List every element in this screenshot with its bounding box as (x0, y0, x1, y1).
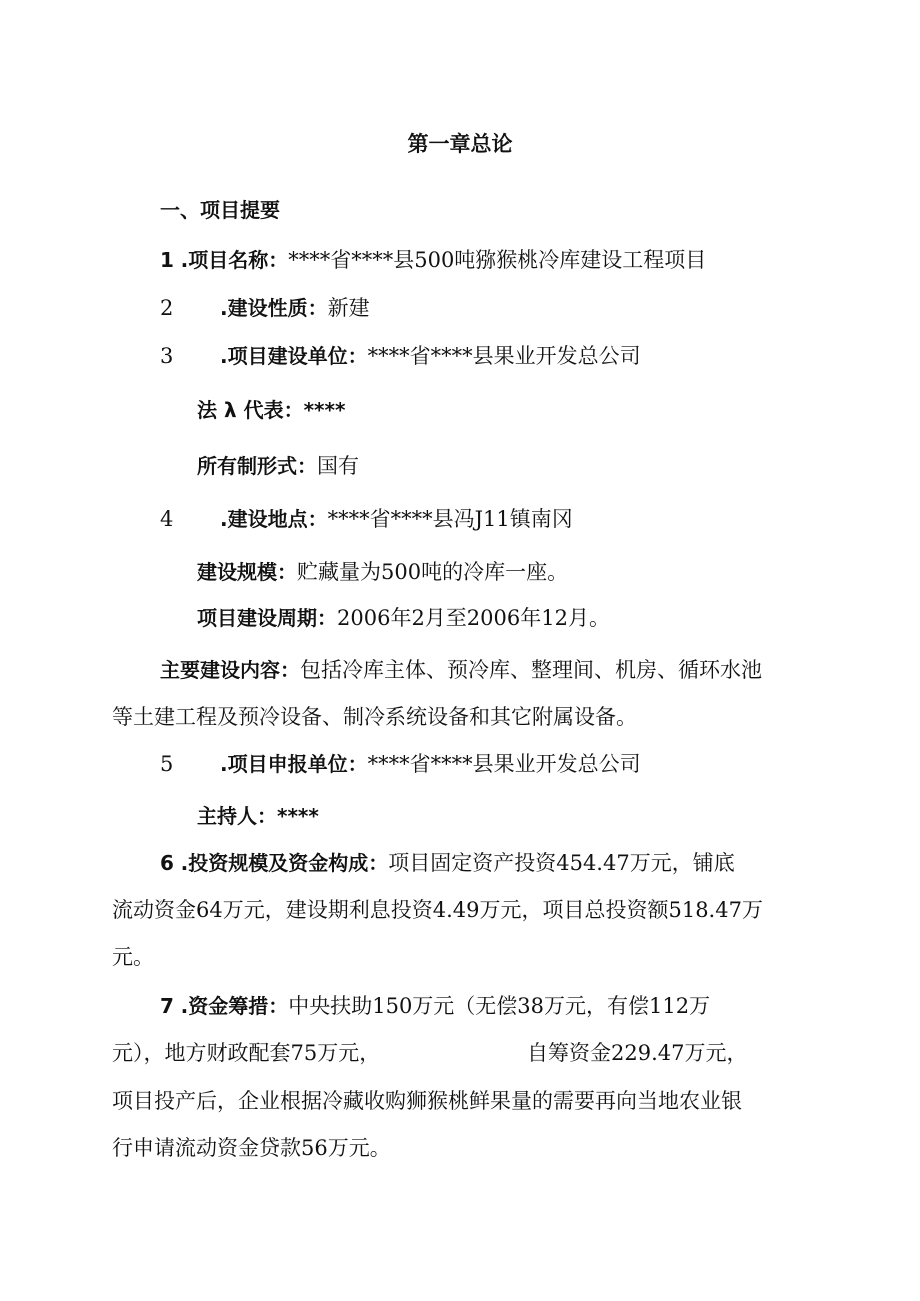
item5-value: ****省****县果业开发总公司 (367, 752, 641, 776)
item5-label: .项目申报单位： (220, 752, 368, 776)
item5-number: 5 (160, 752, 174, 776)
item2-number: 2 (160, 296, 174, 320)
item3-value: ****省****县果业开发总公司 (367, 344, 641, 368)
item6-line-1 (160, 849, 735, 877)
item7-number: 7 (160, 994, 174, 1018)
item7-line-2b: 自筹资金229.47万元， (527, 1041, 748, 1065)
scale-value: 贮藏量为500吨的冷库一座。 (297, 560, 569, 584)
content-label: 主要建设内容： (160, 658, 300, 682)
item6-line-2: 流动资金64万元，建设期利息投资4.49万元，项目总投资额518.47万 (112, 898, 763, 922)
host-label: 主持人： (197, 804, 277, 828)
legal-rep-value: **** (303, 398, 346, 422)
item2-value: 新建 (327, 296, 370, 320)
item7-value-1: 中央扶助150万元（无偿38万元，有偿112万 (288, 994, 711, 1018)
ownership-value: 国有 (317, 454, 359, 478)
item1-label: .项目名称： (180, 248, 289, 272)
legal-rep-line (197, 396, 345, 424)
legal-rep-label: 法 λ 代表： (197, 398, 304, 422)
ownership-label: 所有制形式： (197, 454, 317, 478)
item6-number: 6 (160, 851, 174, 875)
item7-line-2a: 元），地方财政配套75万元， (112, 1041, 381, 1065)
section-heading: 一、项目提要 (160, 198, 280, 222)
period-line (197, 604, 610, 632)
item3-line (220, 342, 641, 370)
ownership-line (197, 452, 359, 480)
item4-line (220, 505, 573, 533)
item6-line-3: 元。 (112, 945, 154, 969)
item2-line (220, 294, 370, 322)
item4-value: ****省****县冯J11镇南冈 (327, 507, 573, 531)
scale-line (197, 558, 568, 586)
chapter-title: 第一章总论 (407, 132, 513, 156)
item1-number: 1 (160, 248, 174, 272)
content-value-1: 包括冷库主体、预冷库、整理间、机房、循环水池 (300, 658, 762, 682)
item1-value: ****省****县500吨猕猴桃冷库建设工程项目 (288, 248, 707, 272)
item6-label: .投资规模及资金构成： (180, 851, 389, 875)
item7-line-3: 项目投产后，企业根据冷藏收购狮猴桃鲜果量的需要再向当地农业银 (112, 1089, 742, 1113)
item3-label: .项目建设单位： (220, 344, 368, 368)
period-label: 项目建设周期： (197, 606, 337, 630)
item7-label: .资金筹措： (180, 994, 289, 1018)
item7-line-4: 行申请流动资金贷款56万元。 (112, 1136, 391, 1160)
item2-label: .建设性质： (220, 296, 328, 320)
item4-number: 4 (160, 507, 174, 531)
host-value: **** (277, 804, 319, 828)
item1-line (160, 246, 706, 274)
item6-value-1: 项目固定资产投资454.47万元，铺底 (388, 851, 735, 875)
item7-line-1 (160, 992, 710, 1020)
scale-label: 建设规模： (197, 560, 297, 584)
item3-number: 3 (160, 344, 174, 368)
period-value: 2006年2月至2006年12月。 (337, 606, 610, 630)
content-line-1 (160, 656, 762, 684)
host-line (197, 802, 319, 830)
item5-line (220, 750, 641, 778)
content-line-2: 等土建工程及预冷设备、制冷系统设备和其它附属设备。 (112, 705, 637, 729)
item4-label: .建设地点： (220, 507, 328, 531)
